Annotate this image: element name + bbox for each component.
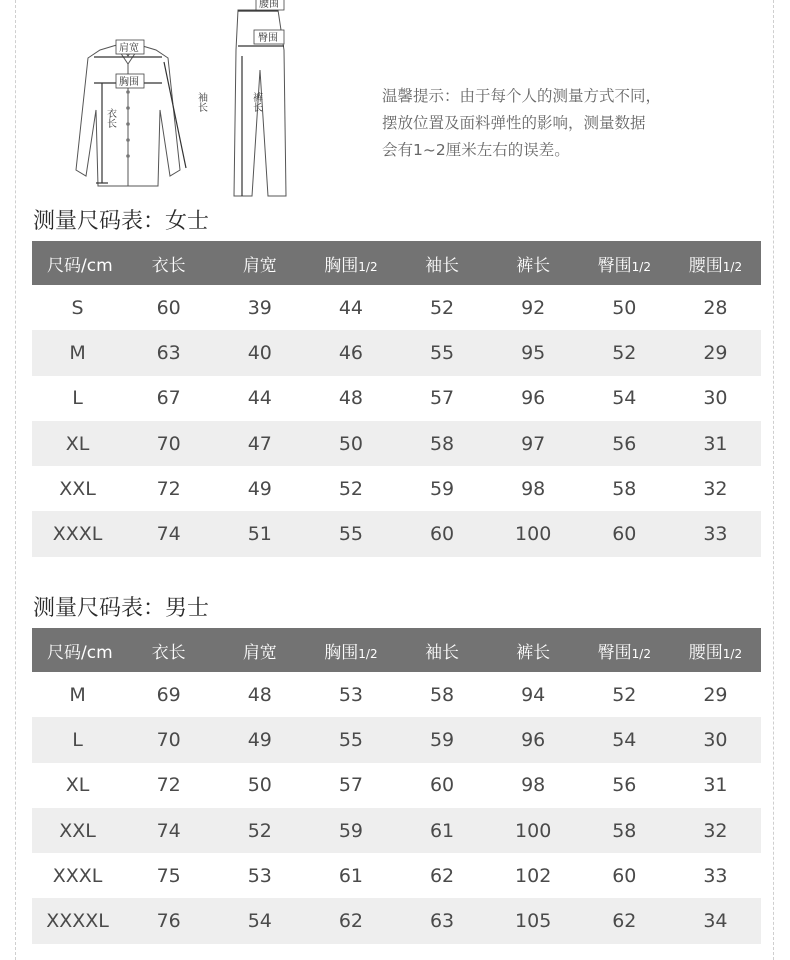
column-header (214, 241, 305, 285)
measurement-cell: 62 (397, 853, 488, 898)
column-header-label: 衣长 (151, 642, 186, 663)
measurement-cell: 74 (123, 808, 214, 853)
table-row (32, 672, 761, 717)
column-header (579, 241, 670, 285)
measurement-cell: 70 (123, 421, 214, 466)
size-cell: XXL (32, 466, 123, 511)
measurement-cell: 52 (397, 285, 488, 330)
measurement-cell: 52 (305, 466, 396, 511)
measurement-cell: 76 (123, 898, 214, 943)
column-header (32, 628, 123, 672)
measurement-cell: 49 (214, 717, 305, 762)
measurement-cell: 49 (214, 466, 305, 511)
table-row (32, 717, 761, 762)
size-cell: L (32, 376, 123, 421)
chest-label: 胸围 (119, 77, 139, 88)
table-row (32, 808, 761, 853)
measurement-cell: 52 (579, 672, 670, 717)
column-header-label: 尺码/cm (47, 642, 113, 663)
column-header-label: 胸围 (324, 255, 359, 276)
measurement-cell: 102 (488, 853, 579, 898)
size-cell: L (32, 717, 123, 762)
measurement-cell: 31 (670, 421, 761, 466)
measurement-cell: 63 (397, 898, 488, 943)
measurement-cell: 53 (214, 853, 305, 898)
column-header (579, 628, 670, 672)
size-cell: M (32, 330, 123, 375)
size-cell: XL (32, 421, 123, 466)
measurement-cell: 62 (305, 898, 396, 943)
measurement-cell: 50 (305, 421, 396, 466)
measurement-cell: 98 (488, 763, 579, 808)
table-row (32, 285, 761, 330)
table-row (32, 763, 761, 808)
table-header-row (32, 628, 761, 672)
measurement-cell: 29 (670, 330, 761, 375)
measurement-cell: 95 (488, 330, 579, 375)
measurement-cell: 92 (488, 285, 579, 330)
column-header-label: 肩宽 (242, 255, 277, 276)
men-size-table (32, 628, 761, 944)
column-header (305, 628, 396, 672)
measurement-cell: 33 (670, 853, 761, 898)
measurement-cell: 52 (579, 330, 670, 375)
column-header (670, 628, 761, 672)
column-header-label: 臀围 (597, 255, 632, 276)
measurement-cell: 48 (305, 376, 396, 421)
measurement-cell: 52 (214, 808, 305, 853)
table-row (32, 511, 761, 556)
waist-label: 腰围 (259, 0, 279, 10)
women-table-title: 测量尺码表：女士 (33, 209, 210, 234)
men-table-title: 测量尺码表：男士 (33, 596, 210, 621)
column-header (397, 628, 488, 672)
measurement-cell: 46 (305, 330, 396, 375)
measurement-cell: 59 (397, 466, 488, 511)
length-label: 衣长 (104, 108, 116, 128)
table-header-row (32, 241, 761, 285)
measurement-cell: 60 (397, 511, 488, 556)
size-cell: M (32, 672, 123, 717)
measurement-cell: 48 (214, 672, 305, 717)
measurement-cell: 61 (305, 853, 396, 898)
measurement-cell: 47 (214, 421, 305, 466)
measurement-cell: 96 (488, 717, 579, 762)
column-header-unit: 1/2 (358, 646, 378, 661)
measurement-tip: 温馨提示：由于每个人的测量方式不同， 摆放位置及面料弹性的影响，测量数据 会有1~2厘米左右的误差。 (382, 87, 662, 159)
measurement-cell: 58 (397, 672, 488, 717)
column-header-label: 臀围 (597, 642, 632, 663)
pants-length-label: 裤长 (250, 92, 262, 112)
measurement-cell: 39 (214, 285, 305, 330)
measurement-cell: 59 (397, 717, 488, 762)
column-header-label: 衣长 (151, 255, 186, 276)
measurement-cell: 50 (214, 763, 305, 808)
hip-label: 臀围 (258, 33, 278, 44)
column-header-label: 裤长 (516, 255, 551, 276)
measurement-cell: 98 (488, 466, 579, 511)
column-header-label: 腰围 (688, 255, 723, 276)
measurement-cell: 51 (214, 511, 305, 556)
column-header (397, 241, 488, 285)
measurement-cell: 28 (670, 285, 761, 330)
column-header (488, 628, 579, 672)
women-size-table (32, 241, 761, 557)
column-header-label: 袖长 (425, 255, 460, 276)
measurement-cell: 55 (305, 717, 396, 762)
measurement-cell: 57 (397, 376, 488, 421)
measurement-cell: 94 (488, 672, 579, 717)
measurement-cell: 30 (670, 376, 761, 421)
measurement-cell: 96 (488, 376, 579, 421)
table-row (32, 376, 761, 421)
measurement-cell: 100 (488, 808, 579, 853)
column-header (123, 628, 214, 672)
measurement-cell: 57 (305, 763, 396, 808)
measurement-cell: 40 (214, 330, 305, 375)
measurement-cell: 63 (123, 330, 214, 375)
measurement-cell: 54 (579, 376, 670, 421)
size-cell: S (32, 285, 123, 330)
table-row (32, 853, 761, 898)
measurement-cell: 55 (305, 511, 396, 556)
measurement-cell: 29 (670, 672, 761, 717)
measurement-cell: 67 (123, 376, 214, 421)
column-header (123, 241, 214, 285)
size-cell: XXL (32, 808, 123, 853)
measurement-cell: 62 (579, 898, 670, 943)
measurement-cell: 34 (670, 898, 761, 943)
measurement-cell: 105 (488, 898, 579, 943)
measurement-cell: 75 (123, 853, 214, 898)
measurement-cell: 56 (579, 763, 670, 808)
measurement-cell: 74 (123, 511, 214, 556)
table-row (32, 330, 761, 375)
measurement-cell: 58 (397, 421, 488, 466)
column-header (305, 241, 396, 285)
measurement-cell: 97 (488, 421, 579, 466)
measurement-cell: 30 (670, 717, 761, 762)
measurement-cell: 32 (670, 808, 761, 853)
measurement-cell: 55 (397, 330, 488, 375)
column-header (670, 241, 761, 285)
column-header-label: 袖长 (425, 642, 460, 663)
measurement-cell: 31 (670, 763, 761, 808)
measurement-cell: 72 (123, 466, 214, 511)
column-header (32, 241, 123, 285)
measurement-cell: 59 (305, 808, 396, 853)
measurement-cell: 44 (305, 285, 396, 330)
size-cell: XXXL (32, 511, 123, 556)
column-header-unit: 1/2 (631, 646, 651, 661)
column-header-unit: 1/2 (631, 259, 651, 274)
column-header-label: 裤长 (516, 642, 551, 663)
measurement-cell: 60 (397, 763, 488, 808)
size-cell: XL (32, 763, 123, 808)
column-header-unit: 1/2 (722, 259, 743, 274)
size-cell: XXXXL (32, 898, 123, 943)
table-row (32, 421, 761, 466)
column-header (488, 241, 579, 285)
column-header-unit: 1/2 (358, 259, 378, 274)
measurement-cell: 54 (579, 717, 670, 762)
column-header-unit: 1/2 (722, 646, 743, 661)
measurement-cell: 58 (579, 466, 670, 511)
measurement-cell: 70 (123, 717, 214, 762)
measurement-cell: 60 (579, 853, 670, 898)
measurement-cell: 53 (305, 672, 396, 717)
measurement-cell: 100 (488, 511, 579, 556)
measurement-cell: 58 (579, 808, 670, 853)
sleeve-label: 袖长 (195, 92, 207, 112)
measurement-cell: 61 (397, 808, 488, 853)
measurement-cell: 33 (670, 511, 761, 556)
measurement-cell: 56 (579, 421, 670, 466)
size-cell: XXXL (32, 853, 123, 898)
column-header-label: 尺码/cm (47, 255, 113, 276)
column-header (214, 628, 305, 672)
measurement-cell: 50 (579, 285, 670, 330)
measurement-cell: 60 (123, 285, 214, 330)
measurement-cell: 72 (123, 763, 214, 808)
measurement-cell: 32 (670, 466, 761, 511)
column-header-label: 肩宽 (242, 642, 277, 663)
table-row (32, 466, 761, 511)
measurement-diagram (40, 0, 360, 200)
shoulder-label: 肩宽 (119, 43, 139, 54)
column-header-label: 腰围 (688, 642, 723, 663)
measurement-cell: 54 (214, 898, 305, 943)
measurement-cell: 44 (214, 376, 305, 421)
measurement-cell: 69 (123, 672, 214, 717)
column-header-label: 胸围 (324, 642, 359, 663)
measurement-cell: 60 (579, 511, 670, 556)
table-row (32, 898, 761, 943)
